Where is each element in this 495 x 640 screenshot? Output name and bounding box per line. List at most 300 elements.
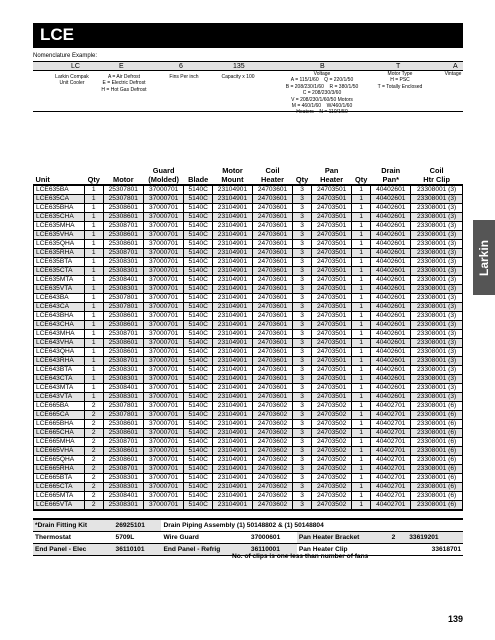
cell-pan-heater-qty: 1 — [352, 303, 371, 312]
table-row — [34, 321, 463, 330]
cell-drain-pan: 40402601 — [371, 267, 411, 276]
cell-coil-htr-clip: 23308001 (3) — [411, 384, 463, 393]
clip-footnote: No. of clips is one less than number of fans — [232, 553, 369, 560]
cell-pan-heater-qty: 1 — [352, 195, 371, 204]
cell-coil-htr-clip: 23308001 (3) — [411, 285, 463, 294]
cell-coil-heater-qty: 3 — [293, 249, 312, 258]
cell-blade: 5140C — [184, 213, 213, 222]
cell-guard: 37000701 — [143, 465, 184, 474]
cell-pan-heater: 24703501 — [312, 285, 352, 294]
cell-pan-heater-qty: 1 — [352, 393, 371, 402]
cell-pan-heater-qty: 1 — [352, 312, 371, 321]
cell-motor-mount: 23104901 — [212, 393, 252, 402]
cell-coil-heater-qty: 3 — [293, 276, 312, 285]
cell-drain-pan: 40402701 — [371, 492, 411, 501]
cell-coil-heater-qty: 3 — [293, 348, 312, 357]
accessory-qty: 2 — [391, 534, 396, 541]
cell-coil-heater: 24703601 — [253, 366, 293, 375]
cell-coil-heater-qty: 3 — [293, 420, 312, 429]
accessory-label: End Panel - Refrig — [161, 544, 248, 556]
cell-unit: LCE643BA — [34, 294, 85, 303]
cell-motor-mount: 23104901 — [212, 429, 252, 438]
cell-coil-htr-clip: 23308001 (6) — [411, 492, 463, 501]
cell-motor-mount: 23104901 — [212, 185, 252, 195]
cell-motor-mount: 23104901 — [212, 204, 252, 213]
cell-drain-pan: 40402701 — [371, 438, 411, 447]
cell-motor-mount: 23104901 — [212, 195, 252, 204]
cell-coil-heater: 24703601 — [253, 312, 293, 321]
column-header: Motor Mount — [212, 167, 252, 185]
cell-qty: 1 — [84, 185, 103, 195]
cell-drain-pan: 40402601 — [371, 294, 411, 303]
cell-coil-heater-qty: 3 — [293, 456, 312, 465]
cell-motor-mount: 23104901 — [212, 222, 252, 231]
column-header: Qty — [293, 167, 312, 185]
nomenclature-code: B — [320, 63, 325, 70]
cell-motor: 25308701 — [103, 222, 143, 231]
cell-pan-heater-qty: 1 — [352, 384, 371, 393]
cell-motor-mount: 23104901 — [212, 384, 252, 393]
cell-drain-pan: 40402601 — [371, 222, 411, 231]
cell-motor: 25308401 — [103, 276, 143, 285]
cell-unit: LCE665CA — [34, 411, 85, 420]
cell-guard: 37000701 — [143, 312, 184, 321]
cell-coil-heater: 24703602 — [253, 483, 293, 492]
cell-qty: 1 — [84, 204, 103, 213]
table-row — [34, 195, 463, 204]
cell-coil-heater: 24703601 — [253, 267, 293, 276]
cell-coil-heater: 24703602 — [253, 420, 293, 429]
cell-coil-htr-clip: 23308001 (6) — [411, 411, 463, 420]
nomenclature-code: 6 — [179, 63, 183, 70]
cell-guard: 37000701 — [143, 501, 184, 511]
cell-unit: LCE643CA — [34, 303, 85, 312]
cell-pan-heater: 24703501 — [312, 222, 352, 231]
cell-pan-heater-qty: 1 — [352, 402, 371, 411]
cell-pan-heater-qty: 1 — [352, 276, 371, 285]
cell-blade: 5140C — [184, 447, 213, 456]
cell-motor: 25308401 — [103, 492, 143, 501]
cell-coil-htr-clip: 23308001 (3) — [411, 204, 463, 213]
cell-blade: 5140C — [184, 411, 213, 420]
cell-drain-pan: 40402601 — [371, 185, 411, 195]
nomenclature-code: LC — [71, 63, 80, 70]
cell-pan-heater: 24703501 — [312, 303, 352, 312]
cell-drain-pan: 40402601 — [371, 204, 411, 213]
accessory-value-text: 33619201 — [409, 534, 439, 541]
cell-qty: 2 — [84, 492, 103, 501]
cell-pan-heater: 24703501 — [312, 375, 352, 384]
table-row — [34, 258, 463, 267]
cell-unit: LCE665MTA — [34, 492, 85, 501]
cell-pan-heater: 24703501 — [312, 366, 352, 375]
cell-blade: 5140C — [184, 429, 213, 438]
accessory-value: 26925101 — [114, 519, 162, 532]
table-row — [34, 429, 463, 438]
cell-coil-heater: 24703602 — [253, 492, 293, 501]
cell-coil-heater-qty: 3 — [293, 375, 312, 384]
cell-unit: LCE635QHA — [34, 240, 85, 249]
cell-blade: 5140C — [184, 501, 213, 511]
cell-pan-heater: 24703501 — [312, 276, 352, 285]
cell-qty: 2 — [84, 438, 103, 447]
cell-guard: 37000701 — [143, 438, 184, 447]
section-title-bar — [33, 23, 463, 48]
cell-coil-htr-clip: 23308001 (3) — [411, 213, 463, 222]
cell-coil-heater-qty: 3 — [293, 330, 312, 339]
cell-coil-heater-qty: 3 — [293, 357, 312, 366]
cell-coil-htr-clip: 23308001 (6) — [411, 420, 463, 429]
cell-motor-mount: 23104901 — [212, 321, 252, 330]
cell-motor-mount: 23104901 — [212, 276, 252, 285]
column-header: Coil Htr Clip — [411, 167, 463, 185]
cell-coil-htr-clip: 23308001 (6) — [411, 402, 463, 411]
cell-guard: 37000701 — [143, 447, 184, 456]
cell-coil-heater-qty: 3 — [293, 204, 312, 213]
cell-qty: 1 — [84, 339, 103, 348]
cell-motor: 25307801 — [103, 185, 143, 195]
cell-guard: 37000701 — [143, 330, 184, 339]
cell-pan-heater: 24703502 — [312, 465, 352, 474]
cell-motor-mount: 23104901 — [212, 249, 252, 258]
table-row — [34, 456, 463, 465]
cell-blade: 5140C — [184, 195, 213, 204]
cell-blade: 5140C — [184, 258, 213, 267]
cell-pan-heater-qty: 1 — [352, 267, 371, 276]
cell-motor-mount: 23104901 — [212, 303, 252, 312]
cell-blade: 5140C — [184, 456, 213, 465]
cell-motor-mount: 23104901 — [212, 411, 252, 420]
nomenclature-code: 135 — [233, 63, 245, 70]
parts-table — [33, 167, 463, 511]
cell-pan-heater: 24703502 — [312, 429, 352, 438]
cell-motor-mount: 23104901 — [212, 213, 252, 222]
cell-pan-heater-qty: 1 — [352, 321, 371, 330]
cell-unit: LCE643QHA — [34, 348, 85, 357]
accessory-value: 36110101 — [114, 544, 162, 556]
cell-pan-heater-qty: 1 — [352, 474, 371, 483]
table-row — [34, 402, 463, 411]
cell-coil-heater: 24703601 — [253, 258, 293, 267]
cell-motor-mount: 23104901 — [212, 267, 252, 276]
accessory-value — [390, 532, 463, 544]
cell-pan-heater: 24703501 — [312, 204, 352, 213]
cell-pan-heater: 24703501 — [312, 231, 352, 240]
cell-motor-mount: 23104901 — [212, 294, 252, 303]
cell-drain-pan: 40402601 — [371, 285, 411, 294]
cell-coil-htr-clip: 23308001 (3) — [411, 312, 463, 321]
cell-motor: 25308401 — [103, 384, 143, 393]
cell-coil-heater-qty: 3 — [293, 483, 312, 492]
cell-coil-heater: 24703601 — [253, 240, 293, 249]
cell-drain-pan: 40402701 — [371, 447, 411, 456]
cell-blade: 5140C — [184, 231, 213, 240]
cell-qty: 1 — [84, 348, 103, 357]
cell-pan-heater-qty: 1 — [352, 429, 371, 438]
column-header: Qty — [84, 167, 103, 185]
cell-motor: 25308301 — [103, 501, 143, 511]
cell-blade: 5140C — [184, 492, 213, 501]
cell-coil-htr-clip: 23308001 (6) — [411, 483, 463, 492]
cell-unit: LCE635CA — [34, 195, 85, 204]
cell-qty: 2 — [84, 456, 103, 465]
cell-coil-heater-qty: 3 — [293, 429, 312, 438]
cell-motor: 25308301 — [103, 258, 143, 267]
cell-guard: 37000701 — [143, 285, 184, 294]
cell-unit: LCE665CHA — [34, 429, 85, 438]
accessory-label: Pan Heater Clip — [297, 544, 390, 556]
cell-pan-heater: 24703501 — [312, 321, 352, 330]
cell-pan-heater: 24703501 — [312, 357, 352, 366]
cell-pan-heater: 24703502 — [312, 501, 352, 511]
cell-coil-heater: 24703601 — [253, 285, 293, 294]
cell-coil-heater: 24703602 — [253, 438, 293, 447]
cell-pan-heater-qty: 1 — [352, 438, 371, 447]
column-header: Drain Pan* — [371, 167, 411, 185]
cell-drain-pan: 40402601 — [371, 339, 411, 348]
cell-drain-pan: 40402701 — [371, 456, 411, 465]
cell-motor-mount: 23104901 — [212, 240, 252, 249]
column-header: Blade — [184, 167, 213, 185]
cell-coil-htr-clip: 23308001 (6) — [411, 456, 463, 465]
cell-motor-mount: 23104901 — [212, 474, 252, 483]
cell-motor: 25308301 — [103, 474, 143, 483]
cell-drain-pan: 40402601 — [371, 231, 411, 240]
cell-unit: LCE665BTA — [34, 474, 85, 483]
table-row — [34, 267, 463, 276]
accessory-value: 33618701 — [390, 544, 463, 556]
nomenclature-desc: Voltage A = 115/1/60 Q = 220/1/50 B = 208/230/1/60 R = 380/1/50 C = 208/230/3/60 V = 208/230/1/60/50 Motors M = 460/1/60 W/460/1/60 Heaters N = 110/1/50 — [285, 71, 359, 116]
cell-qty: 1 — [84, 303, 103, 312]
cell-coil-heater: 24703601 — [253, 249, 293, 258]
cell-pan-heater-qty: 1 — [352, 501, 371, 511]
column-header: Qty — [352, 167, 371, 185]
cell-coil-heater: 24703602 — [253, 402, 293, 411]
cell-coil-htr-clip: 23308001 (6) — [411, 465, 463, 474]
cell-coil-htr-clip: 23308001 (3) — [411, 258, 463, 267]
cell-guard: 37000701 — [143, 483, 184, 492]
cell-coil-heater-qty: 3 — [293, 222, 312, 231]
cell-blade: 5140C — [184, 483, 213, 492]
cell-guard: 37000701 — [143, 231, 184, 240]
cell-motor-mount: 23104901 — [212, 483, 252, 492]
cell-pan-heater-qty: 1 — [352, 348, 371, 357]
cell-blade: 5140C — [184, 303, 213, 312]
cell-coil-htr-clip: 23308001 (3) — [411, 267, 463, 276]
cell-motor: 25308301 — [103, 285, 143, 294]
cell-drain-pan: 40402601 — [371, 366, 411, 375]
nomenclature-desc: Larkin Compak Unit Cooler — [55, 74, 89, 87]
column-header: Motor — [103, 167, 143, 185]
nomenclature-desc: Fins Per inch — [169, 74, 199, 80]
table-row — [34, 276, 463, 285]
cell-guard: 37000701 — [143, 204, 184, 213]
cell-coil-heater-qty: 3 — [293, 231, 312, 240]
cell-drain-pan: 40402601 — [371, 240, 411, 249]
cell-guard: 37000701 — [143, 384, 184, 393]
cell-coil-heater-qty: 3 — [293, 240, 312, 249]
cell-pan-heater-qty: 1 — [352, 330, 371, 339]
cell-motor-mount: 23104901 — [212, 465, 252, 474]
cell-coil-heater-qty: 3 — [293, 294, 312, 303]
cell-guard: 37000701 — [143, 267, 184, 276]
cell-motor: 25308601 — [103, 339, 143, 348]
cell-coil-heater: 24703601 — [253, 393, 293, 402]
cell-blade: 5140C — [184, 285, 213, 294]
cell-motor: 25308301 — [103, 483, 143, 492]
cell-blade: 5140C — [184, 294, 213, 303]
accessory-label: Thermostat — [33, 532, 114, 544]
cell-motor: 25308701 — [103, 330, 143, 339]
cell-pan-heater-qty: 1 — [352, 258, 371, 267]
cell-coil-heater-qty: 3 — [293, 285, 312, 294]
cell-coil-heater: 24703601 — [253, 231, 293, 240]
cell-pan-heater-qty: 1 — [352, 492, 371, 501]
cell-motor-mount: 23104901 — [212, 447, 252, 456]
cell-motor: 25308601 — [103, 312, 143, 321]
cell-coil-heater: 24703601 — [253, 213, 293, 222]
cell-unit: LCE635BHA — [34, 204, 85, 213]
cell-coil-htr-clip: 23308001 (6) — [411, 438, 463, 447]
cell-coil-heater-qty: 3 — [293, 411, 312, 420]
cell-qty: 2 — [84, 474, 103, 483]
cell-guard: 37000701 — [143, 366, 184, 375]
cell-drain-pan: 40402701 — [371, 483, 411, 492]
cell-pan-heater-qty: 1 — [352, 366, 371, 375]
cell-motor: 25307801 — [103, 411, 143, 420]
cell-qty: 1 — [84, 267, 103, 276]
table-row — [34, 249, 463, 258]
table-row — [34, 312, 463, 321]
cell-guard: 37000701 — [143, 195, 184, 204]
section-title: LCE — [40, 25, 74, 44]
cell-drain-pan: 40402601 — [371, 258, 411, 267]
cell-coil-htr-clip: 23308001 (3) — [411, 240, 463, 249]
accessories-table — [33, 518, 463, 556]
cell-motor: 25307801 — [103, 294, 143, 303]
cell-pan-heater: 24703501 — [312, 339, 352, 348]
cell-coil-heater: 24703602 — [253, 447, 293, 456]
nomenclature-desc: Vintage — [444, 71, 462, 77]
table-row — [34, 411, 463, 420]
cell-qty: 2 — [84, 402, 103, 411]
cell-blade: 5140C — [184, 438, 213, 447]
accessory-label: Drain Piping Assembly (1) 50148802 & (1) 50148804 — [161, 519, 463, 532]
cell-motor-mount: 23104901 — [212, 438, 252, 447]
cell-unit: LCE635VTA — [34, 285, 85, 294]
cell-guard: 37000701 — [143, 348, 184, 357]
cell-pan-heater: 24703501 — [312, 195, 352, 204]
cell-coil-htr-clip: 23308001 (3) — [411, 357, 463, 366]
cell-coil-heater: 24703601 — [253, 294, 293, 303]
cell-qty: 2 — [84, 465, 103, 474]
cell-guard: 37000701 — [143, 492, 184, 501]
cell-guard: 37000701 — [143, 321, 184, 330]
cell-coil-heater-qty: 3 — [293, 447, 312, 456]
cell-blade: 5140C — [184, 312, 213, 321]
cell-drain-pan: 40402701 — [371, 429, 411, 438]
cell-coil-htr-clip: 23308001 (3) — [411, 222, 463, 231]
cell-qty: 1 — [84, 285, 103, 294]
cell-unit: LCE643VTA — [34, 393, 85, 402]
cell-coil-htr-clip: 23308001 (6) — [411, 474, 463, 483]
table-row — [34, 348, 463, 357]
cell-coil-heater-qty: 3 — [293, 258, 312, 267]
cell-coil-heater: 24703601 — [253, 204, 293, 213]
cell-guard: 37000701 — [143, 185, 184, 195]
cell-motor: 25308301 — [103, 267, 143, 276]
cell-qty: 2 — [84, 429, 103, 438]
cell-blade: 5140C — [184, 384, 213, 393]
nomenclature-desc: Capacity x 100 — [221, 74, 255, 80]
cell-pan-heater: 24703502 — [312, 456, 352, 465]
table-row — [34, 492, 463, 501]
cell-unit: LCE643MHA — [34, 330, 85, 339]
cell-motor: 25308701 — [103, 249, 143, 258]
cell-drain-pan: 40402701 — [371, 501, 411, 511]
cell-unit: LCE643CHA — [34, 321, 85, 330]
cell-motor-mount: 23104901 — [212, 312, 252, 321]
cell-pan-heater: 24703501 — [312, 249, 352, 258]
column-header: Guard (Molded) — [143, 167, 184, 185]
cell-unit: LCE635BA — [34, 185, 85, 195]
cell-qty: 1 — [84, 384, 103, 393]
cell-qty: 2 — [84, 447, 103, 456]
cell-qty: 1 — [84, 240, 103, 249]
cell-drain-pan: 40402601 — [371, 249, 411, 258]
cell-pan-heater-qty: 1 — [352, 483, 371, 492]
cell-unit: LCE665QHA — [34, 456, 85, 465]
cell-guard: 37000701 — [143, 474, 184, 483]
cell-pan-heater: 24703501 — [312, 213, 352, 222]
table-row — [34, 330, 463, 339]
cell-pan-heater: 24703502 — [312, 438, 352, 447]
cell-pan-heater-qty: 1 — [352, 411, 371, 420]
cell-blade: 5140C — [184, 185, 213, 195]
table-row — [34, 240, 463, 249]
cell-unit: LCE665VTA — [34, 501, 85, 511]
cell-qty: 1 — [84, 321, 103, 330]
cell-unit: LCE635CTA — [34, 267, 85, 276]
cell-guard: 37000701 — [143, 276, 184, 285]
cell-coil-heater: 24703601 — [253, 276, 293, 285]
cell-pan-heater-qty: 1 — [352, 285, 371, 294]
cell-blade: 5140C — [184, 357, 213, 366]
cell-pan-heater-qty: 1 — [352, 465, 371, 474]
cell-coil-heater: 24703601 — [253, 303, 293, 312]
cell-coil-htr-clip: 23308001 (3) — [411, 195, 463, 204]
cell-pan-heater-qty: 1 — [352, 204, 371, 213]
cell-unit: LCE665RHA — [34, 465, 85, 474]
cell-coil-htr-clip: 23308001 (3) — [411, 231, 463, 240]
page-number: 139 — [447, 614, 463, 624]
cell-drain-pan: 40402601 — [371, 276, 411, 285]
cell-motor: 25308301 — [103, 393, 143, 402]
cell-motor: 25308601 — [103, 213, 143, 222]
cell-blade: 5140C — [184, 348, 213, 357]
cell-coil-heater-qty: 3 — [293, 492, 312, 501]
accessory-label-text: Pan Heater Bracket — [298, 534, 360, 541]
cell-coil-heater: 24703602 — [253, 456, 293, 465]
cell-qty: 1 — [84, 312, 103, 321]
cell-guard: 37000701 — [143, 258, 184, 267]
cell-blade: 5140C — [184, 249, 213, 258]
cell-unit: LCE665VHA — [34, 447, 85, 456]
cell-qty: 1 — [84, 294, 103, 303]
cell-motor-mount: 23104901 — [212, 420, 252, 429]
cell-motor: 25308301 — [103, 375, 143, 384]
cell-unit: LCE665BA — [34, 402, 85, 411]
